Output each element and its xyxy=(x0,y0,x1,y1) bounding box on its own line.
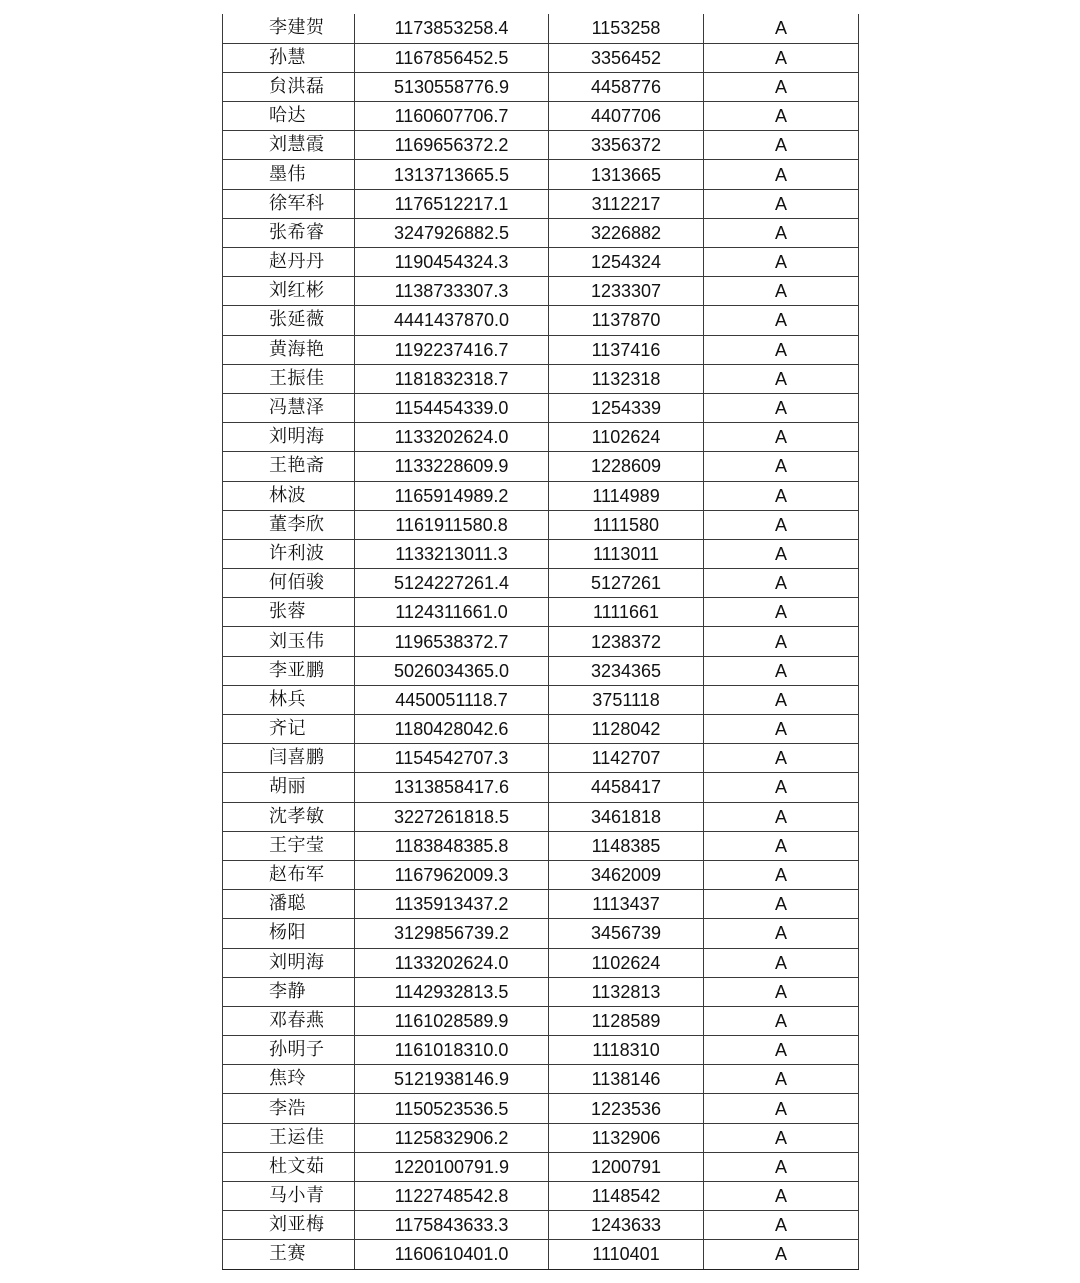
id-number-cell: 3129856739.2 xyxy=(355,919,549,948)
name-cell: 王运佳 xyxy=(223,1123,355,1152)
name-cell: 王振佳 xyxy=(223,364,355,393)
grade-cell: A xyxy=(704,189,859,218)
id-number-cell: 5124227261.4 xyxy=(355,569,549,598)
name-cell: 许利波 xyxy=(223,539,355,568)
grade-cell: A xyxy=(704,131,859,160)
id-number-cell: 1133228609.9 xyxy=(355,452,549,481)
table-row xyxy=(223,481,859,510)
id-number-cell: 1150523536.5 xyxy=(355,1094,549,1123)
table-row xyxy=(223,1065,859,1094)
code-cell: 1228609 xyxy=(549,452,704,481)
id-number-cell: 1161018310.0 xyxy=(355,1036,549,1065)
grade-cell: A xyxy=(704,860,859,889)
id-number-cell: 1313858417.6 xyxy=(355,773,549,802)
name-cell: 哈达 xyxy=(223,102,355,131)
code-cell: 1238372 xyxy=(549,627,704,656)
code-cell: 1233307 xyxy=(549,277,704,306)
code-cell: 1113437 xyxy=(549,890,704,919)
code-cell: 1111661 xyxy=(549,598,704,627)
code-cell: 3461818 xyxy=(549,802,704,831)
grade-cell: A xyxy=(704,248,859,277)
code-cell: 1114989 xyxy=(549,481,704,510)
code-cell: 1113011 xyxy=(549,539,704,568)
name-cell: 孙慧 xyxy=(223,43,355,72)
id-number-cell: 5130558776.9 xyxy=(355,72,549,101)
table-row xyxy=(223,277,859,306)
id-number-cell: 1175843633.3 xyxy=(355,1211,549,1240)
code-cell: 3356452 xyxy=(549,43,704,72)
grade-cell: A xyxy=(704,977,859,1006)
code-cell: 1254324 xyxy=(549,248,704,277)
name-cell: 刘亚梅 xyxy=(223,1211,355,1240)
name-cell: 王艳斋 xyxy=(223,452,355,481)
id-number-cell: 1220100791.9 xyxy=(355,1152,549,1181)
code-cell: 3456739 xyxy=(549,919,704,948)
code-cell: 1153258 xyxy=(549,14,704,43)
table-row xyxy=(223,919,859,948)
table-row xyxy=(223,685,859,714)
table-row xyxy=(223,1211,859,1240)
id-number-cell: 1138733307.3 xyxy=(355,277,549,306)
grade-cell: A xyxy=(704,160,859,189)
id-number-cell: 1167856452.5 xyxy=(355,43,549,72)
id-number-cell: 1196538372.7 xyxy=(355,627,549,656)
table-row xyxy=(223,802,859,831)
table-row xyxy=(223,1152,859,1181)
name-cell: 墨伟 xyxy=(223,160,355,189)
name-cell: 齐记 xyxy=(223,715,355,744)
name-cell: 何佰骏 xyxy=(223,569,355,598)
id-number-cell: 1192237416.7 xyxy=(355,335,549,364)
grade-cell: A xyxy=(704,1065,859,1094)
id-number-cell: 1160607706.7 xyxy=(355,102,549,131)
table-row xyxy=(223,43,859,72)
roster-table xyxy=(222,14,859,1270)
name-cell: 李亚鹏 xyxy=(223,656,355,685)
table-row xyxy=(223,1123,859,1152)
code-cell: 3112217 xyxy=(549,189,704,218)
id-number-cell: 1190454324.3 xyxy=(355,248,549,277)
name-cell: 沈孝敏 xyxy=(223,802,355,831)
id-number-cell: 1161028589.9 xyxy=(355,1006,549,1035)
id-number-cell: 1122748542.8 xyxy=(355,1182,549,1211)
grade-cell: A xyxy=(704,277,859,306)
grade-cell: A xyxy=(704,831,859,860)
name-cell: 潘聪 xyxy=(223,890,355,919)
name-cell: 焦玲 xyxy=(223,1065,355,1094)
code-cell: 3356372 xyxy=(549,131,704,160)
table-row xyxy=(223,452,859,481)
name-cell: 林波 xyxy=(223,481,355,510)
table-row xyxy=(223,1094,859,1123)
grade-cell: A xyxy=(704,919,859,948)
id-number-cell: 1133202624.0 xyxy=(355,423,549,452)
name-cell: 邓春燕 xyxy=(223,1006,355,1035)
table-row xyxy=(223,1036,859,1065)
grade-cell: A xyxy=(704,1182,859,1211)
table-row xyxy=(223,831,859,860)
grade-cell: A xyxy=(704,364,859,393)
name-cell: 李浩 xyxy=(223,1094,355,1123)
grade-cell: A xyxy=(704,1123,859,1152)
code-cell: 1137870 xyxy=(549,306,704,335)
table-row xyxy=(223,393,859,422)
code-cell: 1223536 xyxy=(549,1094,704,1123)
name-cell: 李建贺 xyxy=(223,14,355,43)
code-cell: 1142707 xyxy=(549,744,704,773)
table-row xyxy=(223,248,859,277)
table-row xyxy=(223,569,859,598)
id-number-cell: 1124311661.0 xyxy=(355,598,549,627)
id-number-cell: 1181832318.7 xyxy=(355,364,549,393)
code-cell: 1132813 xyxy=(549,977,704,1006)
table-row xyxy=(223,948,859,977)
name-cell: 李静 xyxy=(223,977,355,1006)
table-row xyxy=(223,72,859,101)
code-cell: 1148542 xyxy=(549,1182,704,1211)
name-cell: 徐军科 xyxy=(223,189,355,218)
id-number-cell: 1154454339.0 xyxy=(355,393,549,422)
code-cell: 1132318 xyxy=(549,364,704,393)
code-cell: 1132906 xyxy=(549,1123,704,1152)
grade-cell: A xyxy=(704,1152,859,1181)
table-row xyxy=(223,335,859,364)
code-cell: 3462009 xyxy=(549,860,704,889)
name-cell: 刘玉伟 xyxy=(223,627,355,656)
table-row xyxy=(223,656,859,685)
table-row xyxy=(223,860,859,889)
id-number-cell: 5121938146.9 xyxy=(355,1065,549,1094)
name-cell: 马小青 xyxy=(223,1182,355,1211)
id-number-cell: 1173853258.4 xyxy=(355,14,549,43)
grade-cell: A xyxy=(704,14,859,43)
name-cell: 王赛 xyxy=(223,1240,355,1269)
table-row xyxy=(223,1240,859,1269)
code-cell: 1118310 xyxy=(549,1036,704,1065)
grade-cell: A xyxy=(704,306,859,335)
grade-cell: A xyxy=(704,715,859,744)
table-row xyxy=(223,715,859,744)
grade-cell: A xyxy=(704,510,859,539)
grade-cell: A xyxy=(704,890,859,919)
name-cell: 赵丹丹 xyxy=(223,248,355,277)
id-number-cell: 1180428042.6 xyxy=(355,715,549,744)
name-cell: 黄海艳 xyxy=(223,335,355,364)
code-cell: 1254339 xyxy=(549,393,704,422)
table-row xyxy=(223,977,859,1006)
name-cell: 胡丽 xyxy=(223,773,355,802)
grade-cell: A xyxy=(704,43,859,72)
grade-cell: A xyxy=(704,72,859,101)
code-cell: 3226882 xyxy=(549,218,704,247)
code-cell: 4458776 xyxy=(549,72,704,101)
grade-cell: A xyxy=(704,1006,859,1035)
grade-cell: A xyxy=(704,452,859,481)
table-row xyxy=(223,14,859,43)
id-number-cell: 4450051118.7 xyxy=(355,685,549,714)
grade-cell: A xyxy=(704,393,859,422)
grade-cell: A xyxy=(704,1211,859,1240)
id-number-cell: 1135913437.2 xyxy=(355,890,549,919)
id-number-cell: 1176512217.1 xyxy=(355,189,549,218)
id-number-cell: 1165914989.2 xyxy=(355,481,549,510)
code-cell: 1200791 xyxy=(549,1152,704,1181)
id-number-cell: 1169656372.2 xyxy=(355,131,549,160)
id-number-cell: 1183848385.8 xyxy=(355,831,549,860)
grade-cell: A xyxy=(704,1036,859,1065)
table-row xyxy=(223,773,859,802)
name-cell: 杨阳 xyxy=(223,919,355,948)
code-cell: 4407706 xyxy=(549,102,704,131)
code-cell: 1128589 xyxy=(549,1006,704,1035)
id-number-cell: 1154542707.3 xyxy=(355,744,549,773)
id-number-cell: 1161911580.8 xyxy=(355,510,549,539)
id-number-cell: 1160610401.0 xyxy=(355,1240,549,1269)
grade-cell: A xyxy=(704,102,859,131)
code-cell: 1148385 xyxy=(549,831,704,860)
grade-cell: A xyxy=(704,569,859,598)
name-cell: 董李欣 xyxy=(223,510,355,539)
code-cell: 3234365 xyxy=(549,656,704,685)
table-row xyxy=(223,744,859,773)
name-cell: 张蓉 xyxy=(223,598,355,627)
grade-cell: A xyxy=(704,656,859,685)
table-row xyxy=(223,1182,859,1211)
code-cell: 1102624 xyxy=(549,948,704,977)
table-row xyxy=(223,890,859,919)
id-number-cell: 4441437870.0 xyxy=(355,306,549,335)
id-number-cell: 1313713665.5 xyxy=(355,160,549,189)
code-cell: 3751118 xyxy=(549,685,704,714)
table-row xyxy=(223,1006,859,1035)
id-number-cell: 1133202624.0 xyxy=(355,948,549,977)
table-row xyxy=(223,160,859,189)
id-number-cell: 1133213011.3 xyxy=(355,539,549,568)
code-cell: 1313665 xyxy=(549,160,704,189)
name-cell: 贠洪磊 xyxy=(223,72,355,101)
table-row xyxy=(223,423,859,452)
name-cell: 刘明海 xyxy=(223,948,355,977)
grade-cell: A xyxy=(704,423,859,452)
table-row xyxy=(223,539,859,568)
table-row xyxy=(223,306,859,335)
table-row xyxy=(223,102,859,131)
grade-cell: A xyxy=(704,481,859,510)
name-cell: 张延薇 xyxy=(223,306,355,335)
grade-cell: A xyxy=(704,1094,859,1123)
id-number-cell: 3247926882.5 xyxy=(355,218,549,247)
table-row xyxy=(223,218,859,247)
table-row xyxy=(223,598,859,627)
table-row xyxy=(223,364,859,393)
code-cell: 1243633 xyxy=(549,1211,704,1240)
table-row xyxy=(223,510,859,539)
grade-cell: A xyxy=(704,218,859,247)
name-cell: 刘红彬 xyxy=(223,277,355,306)
name-cell: 赵布军 xyxy=(223,860,355,889)
grade-cell: A xyxy=(704,627,859,656)
name-cell: 杜文茹 xyxy=(223,1152,355,1181)
grade-cell: A xyxy=(704,685,859,714)
name-cell: 刘慧霞 xyxy=(223,131,355,160)
name-cell: 冯慧泽 xyxy=(223,393,355,422)
code-cell: 4458417 xyxy=(549,773,704,802)
table-row xyxy=(223,189,859,218)
grade-cell: A xyxy=(704,1240,859,1269)
id-number-cell: 1125832906.2 xyxy=(355,1123,549,1152)
roster-body xyxy=(223,14,859,1269)
id-number-cell: 3227261818.5 xyxy=(355,802,549,831)
code-cell: 1111580 xyxy=(549,510,704,539)
code-cell: 1102624 xyxy=(549,423,704,452)
name-cell: 林兵 xyxy=(223,685,355,714)
grade-cell: A xyxy=(704,744,859,773)
table-row xyxy=(223,131,859,160)
table-row xyxy=(223,627,859,656)
grade-cell: A xyxy=(704,948,859,977)
id-number-cell: 1142932813.5 xyxy=(355,977,549,1006)
code-cell: 1138146 xyxy=(549,1065,704,1094)
code-cell: 5127261 xyxy=(549,569,704,598)
id-number-cell: 1167962009.3 xyxy=(355,860,549,889)
grade-cell: A xyxy=(704,773,859,802)
code-cell: 1110401 xyxy=(549,1240,704,1269)
name-cell: 孙明子 xyxy=(223,1036,355,1065)
grade-cell: A xyxy=(704,802,859,831)
name-cell: 刘明海 xyxy=(223,423,355,452)
name-cell: 王宇莹 xyxy=(223,831,355,860)
name-cell: 闫喜鹏 xyxy=(223,744,355,773)
name-cell: 张希睿 xyxy=(223,218,355,247)
id-number-cell: 5026034365.0 xyxy=(355,656,549,685)
grade-cell: A xyxy=(704,598,859,627)
code-cell: 1137416 xyxy=(549,335,704,364)
grade-cell: A xyxy=(704,539,859,568)
code-cell: 1128042 xyxy=(549,715,704,744)
grade-cell: A xyxy=(704,335,859,364)
